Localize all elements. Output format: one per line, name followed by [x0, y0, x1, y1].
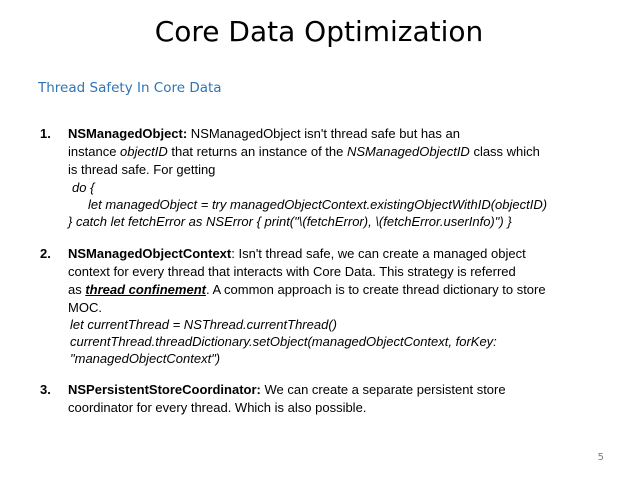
item-text: instance: [68, 144, 121, 159]
item-line: is thread safe. For getting: [68, 162, 216, 177]
item-text: as: [68, 282, 86, 297]
item-line: [68, 245, 526, 262]
item-emphasis: thread confinement: [85, 282, 206, 297]
item-line: MOC.: [68, 300, 102, 315]
item-term: NSManagedObject:: [68, 126, 188, 141]
slide-subtitle: Thread Safety In Core Data: [38, 80, 222, 96]
item-text: class which: [469, 144, 540, 159]
item-line: [68, 381, 506, 398]
item-number: 1.: [40, 126, 51, 141]
item-text: : Isn't thread safe, we can create a managed object: [231, 246, 526, 261]
item-term: NSPersistentStoreCoordinator:: [68, 382, 261, 397]
item-line: [68, 125, 460, 142]
code-line: } catch let fetchError as NSError { print("\(fetchError), \(fetchError.userInfo)") }: [68, 214, 512, 229]
item-line: [68, 143, 540, 160]
item-number: 3.: [40, 382, 51, 397]
item-line: context for every thread that interacts with Core Data. This strategy is referred: [68, 264, 516, 279]
code-line: "managedObjectContext"): [70, 351, 221, 366]
code-line: currentThread.threadDictionary.setObject(managedObjectContext, forKey:: [70, 334, 497, 349]
code-line: let managedObject = try managedObjectContext.existingObjectWithID(objectID): [88, 197, 548, 212]
item-term: NSManagedObjectContext: [68, 246, 232, 261]
page-number: 5: [597, 452, 604, 463]
item-text: that returns an instance of the: [167, 144, 347, 159]
slide-title: Core Data Optimization: [154, 15, 484, 48]
code-line: let currentThread = NSThread.currentThread(): [70, 317, 337, 332]
item-line: coordinator for every thread. Which is also possible.: [68, 400, 367, 415]
item-text: . A common approach is to create thread dictionary to store: [205, 282, 546, 297]
item-text: We can create a separate persistent store: [260, 382, 506, 397]
item-italic: objectID: [120, 144, 168, 159]
item-line: [68, 281, 546, 298]
item-number: 2.: [40, 246, 51, 261]
item-italic: NSManagedObjectID: [346, 144, 470, 159]
code-line: do {: [72, 180, 95, 195]
item-text: NSManagedObject isn't thread safe but has an: [187, 126, 460, 141]
